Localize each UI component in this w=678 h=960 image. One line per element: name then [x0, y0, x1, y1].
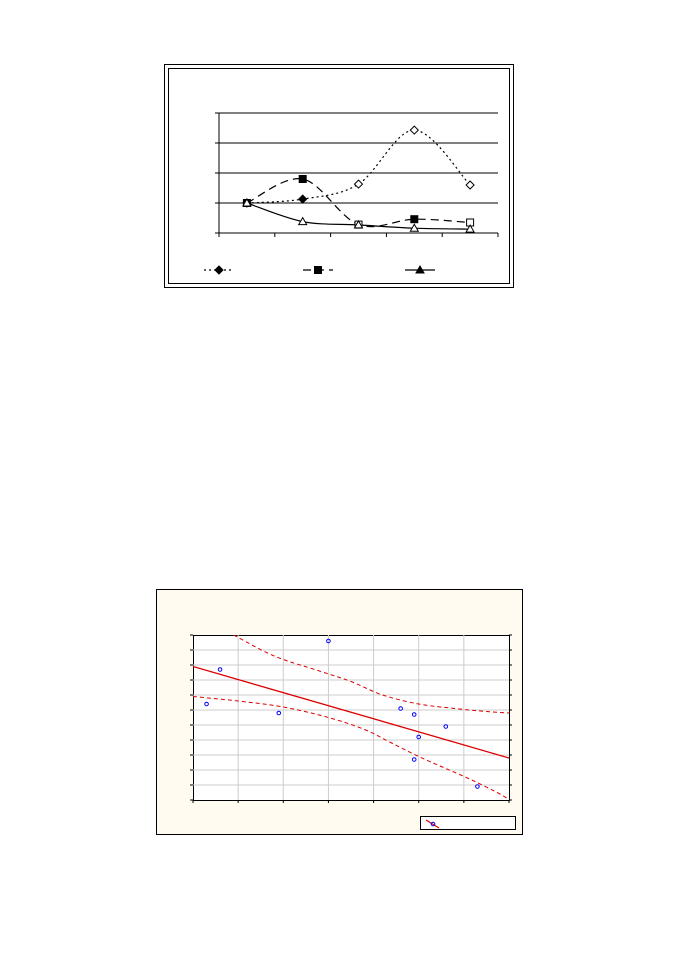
series-2-marker [299, 176, 306, 183]
chart-outer-frame [165, 65, 514, 288]
scatter-chart [156, 589, 523, 835]
legend-marker-2 [315, 267, 322, 274]
series-2-marker [411, 216, 418, 223]
line-chart [164, 64, 514, 288]
legend [421, 817, 516, 830]
